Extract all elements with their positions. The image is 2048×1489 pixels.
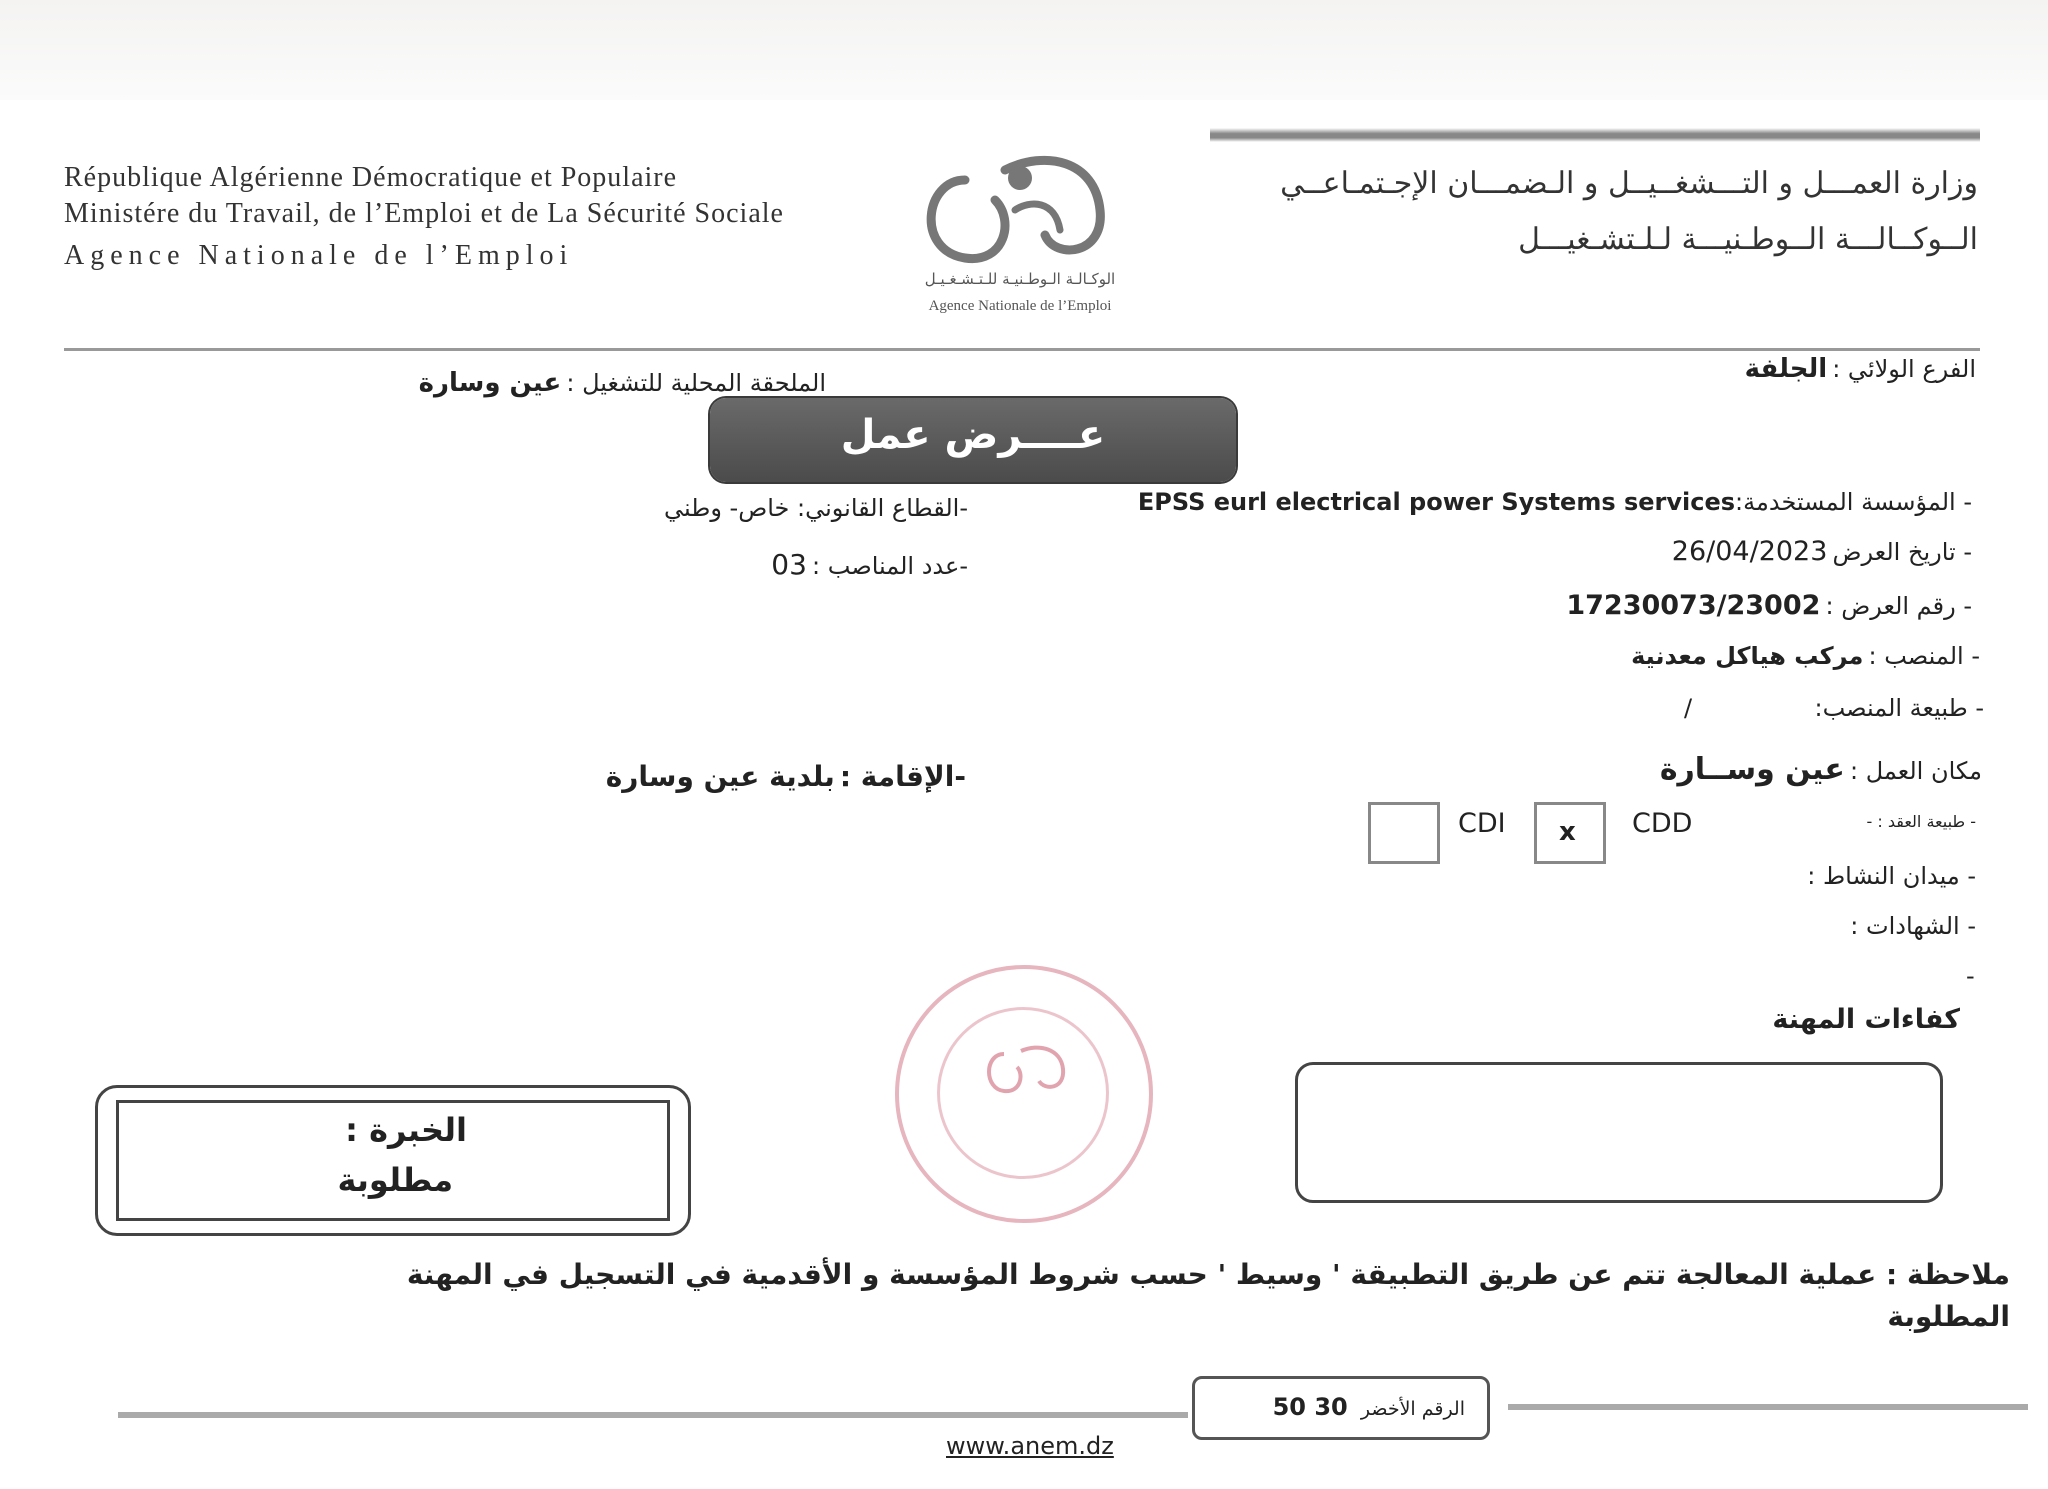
residence-label: -الإقامة : — [839, 760, 966, 793]
local-office-label: الملحقة المحلية للتشغيل : — [566, 369, 826, 397]
green-number-label: الرقم الأخضر — [1360, 1398, 1465, 1420]
offer-title-banner — [710, 398, 1236, 482]
green-number-value: 30 50 — [1272, 1393, 1348, 1421]
experience-label: الخبرة : — [345, 1111, 467, 1149]
competencies-box — [1295, 1062, 1943, 1203]
footer-divider-right — [1508, 1404, 2028, 1410]
header-ar-cut-line — [1210, 128, 1980, 142]
offer-date-field — [1672, 536, 1972, 567]
employer-field — [1138, 488, 1972, 516]
branch-label: الفرع الولائي : — [1832, 355, 1976, 383]
logo-arabic-caption: الوكـالـة الـوطـنيـة للـتـشـغـيـل — [924, 270, 1116, 288]
competencies-label: كفاءات المهنة — [1772, 1004, 1960, 1035]
green-number-field — [1273, 1393, 1465, 1421]
cdd-checkbox[interactable] — [1534, 802, 1606, 864]
workplace-value: عين وســارة — [1659, 752, 1845, 787]
processing-note: ملاحظة : عملية المعالجة تتم عن طريق التطبيقة ' وسيط ' حسب شروط المؤسسة و الأقدمية في التسجيل في المهنة المطلوبة — [406, 1258, 2010, 1333]
footer-divider-left — [118, 1412, 1188, 1418]
local-office-value: عين وسارة — [418, 368, 562, 398]
offer-number-value: 17230073/23002 — [1566, 590, 1821, 621]
offer-date-value: 26/04/2023 — [1671, 536, 1828, 567]
offer-number-label: - رقم العرض : — [1825, 592, 1972, 620]
anem-logo-icon — [895, 140, 1145, 280]
position-nature-value: / — [1684, 694, 1693, 722]
position-nature-field — [1814, 694, 1984, 722]
certificates-dash: - — [1966, 962, 1975, 990]
branch-field — [1745, 354, 1976, 384]
header-ar-agency: الــوكــالـــة الــوطـنيـــة لـلـتشـغيـــل — [1518, 222, 1978, 257]
position-nature-label: - طبيعة المنصب: — [1814, 694, 1984, 722]
position-label: - المنصب : — [1868, 642, 1980, 670]
scan-top-margin — [0, 0, 2048, 100]
offer-title: عــــرض عمل — [840, 412, 1106, 458]
position-value: مركب هياكل معدنية — [1631, 642, 1864, 670]
anem-logo — [895, 140, 1145, 340]
local-office-field — [419, 368, 826, 398]
offer-number-field — [1566, 590, 1972, 621]
cdd-label: CDD — [1632, 808, 1693, 839]
header-fr-republic: République Algérienne Démocratique et Populaire — [64, 162, 678, 193]
green-number-box — [1192, 1376, 1490, 1440]
experience-value: مطلوبة — [337, 1161, 453, 1199]
contract-type-label: - طبيعة العقد : - — [1866, 812, 1976, 831]
official-stamp — [895, 965, 1153, 1223]
cdi-label: CDI — [1458, 808, 1506, 839]
experience-box — [95, 1085, 691, 1236]
offer-date-label: - تاريخ العرض — [1832, 538, 1972, 566]
cdi-checkbox[interactable] — [1368, 802, 1440, 864]
residence-field — [606, 760, 966, 793]
logo-french-caption: Agence Nationale de l’Emploi — [928, 298, 1112, 314]
posts-count-field — [771, 548, 968, 581]
position-field — [1631, 642, 1980, 670]
website-link[interactable]: www.anem.dz — [946, 1432, 1114, 1460]
residence-value: بلدية عين وسارة — [605, 760, 835, 793]
legal-sector: -القطاع القانوني: خاص- وطني — [663, 494, 968, 522]
experience-inner-box — [116, 1100, 670, 1221]
workplace-label: مكان العمل : — [1850, 757, 1982, 785]
header-ar-ministry: وزارة العمـــل و التـــشغــيــل و الـضمـــان الإجـتمـاعــي — [1280, 166, 1978, 201]
certificates-label: - الشهادات : — [1850, 912, 1976, 940]
activity-field-label: - ميدان النشاط : — [1807, 862, 1976, 890]
header-fr-ministry: Ministére du Travail, de l’Emploi et de La Sécurité Sociale — [64, 198, 784, 229]
workplace-field — [1660, 752, 1982, 787]
posts-count-value: 03 — [771, 548, 807, 581]
employer-label: - المؤسسة المستخدمة: — [1735, 488, 1972, 516]
branch-value: الجلفة — [1744, 354, 1828, 384]
header-divider — [64, 348, 1980, 351]
cdd-check-mark: x — [1559, 817, 1576, 847]
header-fr-agency: Agence Nationale de l’Emploi — [64, 240, 574, 271]
employer-value: EPSS eurl electrical power Systems services — [1137, 488, 1736, 516]
stamp-logo-icon — [979, 1039, 1069, 1099]
posts-count-label: -عدد المناصب : — [812, 552, 968, 580]
